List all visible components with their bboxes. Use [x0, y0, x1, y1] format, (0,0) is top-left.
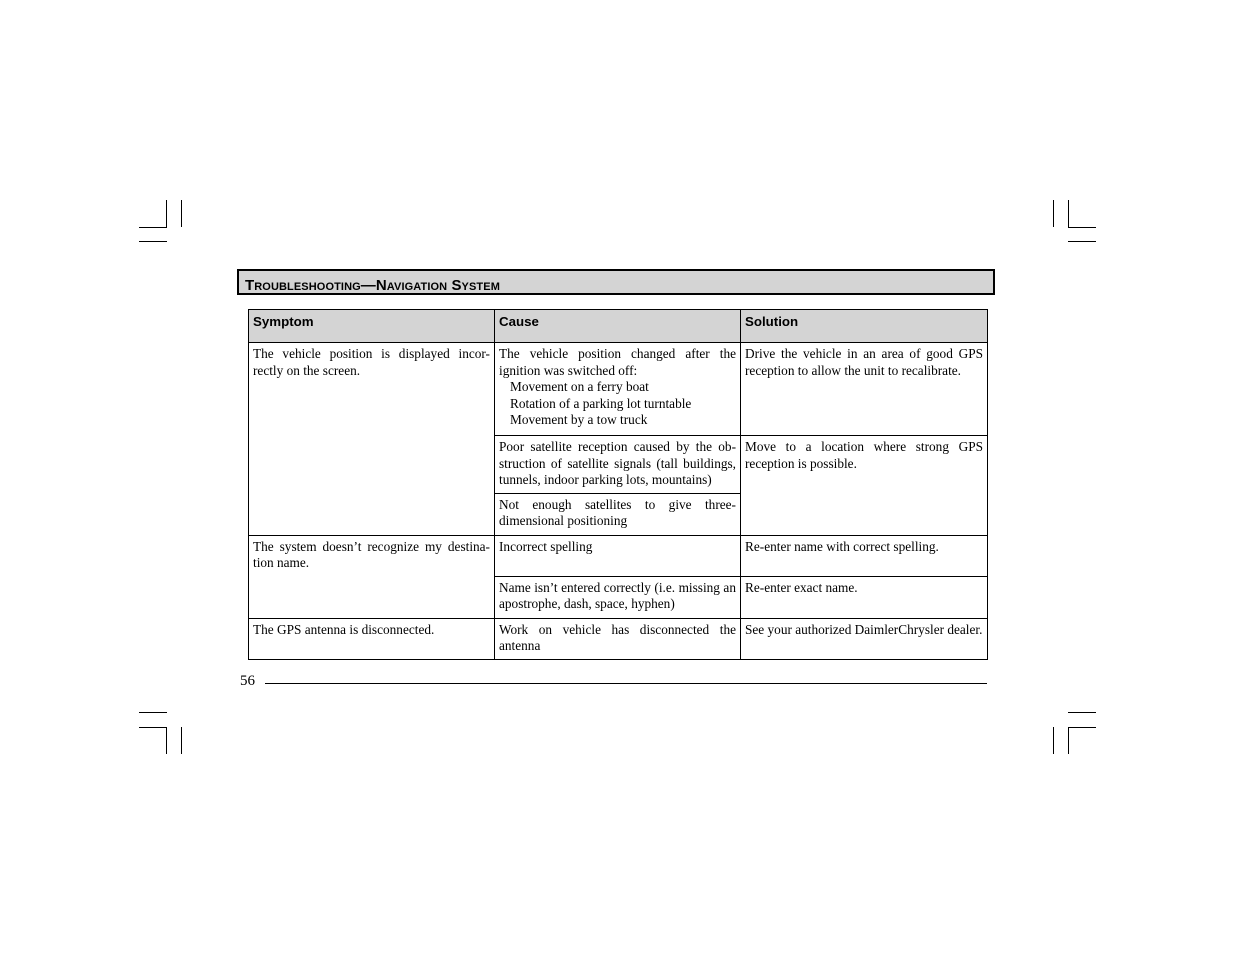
- crop-mark: [166, 727, 167, 754]
- solution-cell: Drive the vehicle in an area of good GPS reception to allow the unit to recalibrate.: [741, 343, 988, 436]
- solution-cell: Move to a location where strong GPS reception is possible.: [741, 436, 988, 536]
- crop-mark: [1068, 727, 1069, 754]
- crop-mark: [139, 227, 167, 228]
- cause-cell: Not enough satellites to give three-dimensional positioning: [495, 493, 741, 535]
- cause-cell: Work on vehicle has disconnected the antenna: [495, 618, 741, 659]
- table-row: [249, 343, 988, 436]
- solution-cell: Re-enter name with correct spelling.: [741, 535, 988, 576]
- symptom-cell: The system doesn’t recognize my destina-tion name.: [249, 535, 495, 618]
- crop-mark: [181, 200, 182, 227]
- crop-mark: [139, 241, 167, 242]
- crop-mark: [1068, 200, 1069, 227]
- cause-cell: Incorrect spelling: [495, 535, 741, 576]
- solution-cell: Re-enter exact name.: [741, 576, 988, 618]
- cause-list-item: Movement by a tow truck: [510, 412, 648, 427]
- section-title: Troubleshooting—Navigation System: [245, 277, 500, 294]
- cause-list-item: Rotation of a parking lot turntable: [510, 395, 692, 411]
- crop-mark: [139, 727, 167, 728]
- symptom-cell: The vehicle position is displayed incor-rectly on the screen.: [249, 343, 495, 536]
- header-cause: Cause: [495, 310, 741, 343]
- crop-mark: [166, 200, 167, 227]
- page-number: 56: [240, 673, 255, 689]
- header-solution: Solution: [741, 310, 988, 343]
- header-symptom: Symptom: [249, 310, 495, 343]
- crop-mark: [1053, 727, 1054, 754]
- table-header-row: [249, 310, 988, 343]
- cause-cell: [495, 343, 741, 436]
- crop-mark: [139, 712, 167, 713]
- symptom-cell: The GPS antenna is disconnected.: [249, 618, 495, 659]
- crop-mark: [1068, 227, 1096, 228]
- crop-mark: [1068, 241, 1096, 242]
- crop-mark: [1053, 200, 1054, 227]
- crop-mark: [1068, 712, 1096, 713]
- cause-cell: Poor satellite reception caused by the ob-struction of satellite signals (tall buildings, tunnels, indoor parking lots, mountains): [495, 436, 741, 494]
- troubleshooting-table: [248, 309, 988, 660]
- table-row: [249, 618, 988, 659]
- cause-cell: Name isn’t entered correctly (i.e. missing an apostrophe, dash, space, hyphen): [495, 576, 741, 618]
- crop-mark: [181, 727, 182, 754]
- cause-list-item: Movement on a ferry boat: [510, 379, 649, 394]
- table-row: [249, 535, 988, 576]
- crop-mark: [1068, 727, 1096, 728]
- section-title-bar: [237, 269, 995, 295]
- solution-cell: See your authorized DaimlerChrysler dealer.: [741, 618, 988, 659]
- footer-rule: [265, 683, 987, 684]
- cause-text: The vehicle position changed after the ignition was switched off:: [499, 346, 736, 378]
